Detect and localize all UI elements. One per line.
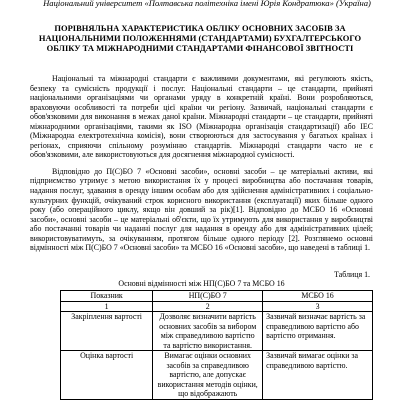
table-cell: Вимагає оцінки основних засобів за справедливою вартістю, але допускає використання методів оцінки, що відображають xyxy=(153,351,263,400)
table-header-row xyxy=(61,291,373,302)
table-header-cell: Показник xyxy=(61,291,153,302)
table-column-number-row xyxy=(61,301,373,312)
paragraph: Відповідно до П(С)БО 7 «Основні засоби», основні засоби – це матеріальні активи, які підприємство утримує з метою використання їх у процесі виробництва або постачання товарів, надання послуг, здавання в оренду іншим особам або для здійснення адміністративних і соціально-культурних функцій, очікуваний строк корисного використання (експлуатації) яких більше одного року (або операційного циклу, якщо він довший за рік)[1]. Відповідно до МСБО 16 «Основні засоби», основні засоби – це матеріальні об'єкти, що їх утримують для використання у виробництві або постачанні товарів чи наданні послуг для надання в оренду або для адміністративних цілей; використовуватимуть, за очікуванням, протягом більше одного періоду [2]. Розглянемо основні відмінності між П(С)БО 7 «Основні засоби» та МСБО 16 «Основні засоби», що наведені в таблиці 1. xyxy=(30,166,373,253)
table-row xyxy=(61,312,373,351)
table-cell: Закріплення вартості xyxy=(61,312,153,351)
paragraph: Національні та міжнародні стандарти є важливими документами, які регулюють якість, безпеку та сумісність продукції і послуг. Національні стандарти – це стандарти, прийняті національними організаціями чи органами уряду в конкретній країні. Вони розробляються, враховуючи особливості та потреби цієї країни чи регіону. Зазвичай, національні стандарти є обов'язковими для виконання в межах даної країни. Міжнародні стандарти – це стандарти, прийняті міжнародними організаціями, такими як ISO (Міжнародна організація стандартизації) або IEC (Міжнародна електротехнічна комісія), вони створюються для застосування у багатьох країнах і регіонах, сприяючи спільному розумінню стандартів. Міжнародні стандарти часто не є обов'язковими, але використовуються для досягнення міжнародної сумісності. xyxy=(30,74,373,160)
author-affiliation: Національний університет «Полтавська політехніка імені Юрія Кондратюка» (Україна) xyxy=(43,0,371,8)
table-cell: Оцінка вартості xyxy=(61,351,153,400)
body-text xyxy=(30,74,373,253)
table-cell: Зазвичай вимагає оцінки за справедливою вартістю. xyxy=(263,351,373,400)
table-row xyxy=(61,351,373,400)
table-caption: Основні відмінності між НП(С)БО 7 та МСБО 16 xyxy=(118,279,285,288)
paper-title: ПОРІВНЯЛЬНА ХАРАКТЕРИСТИКА ОБЛІКУ ОСНОВНИХ ЗАСОБІВ ЗА НАЦІОНАЛЬНИМИ ПОЛОЖЕННЯМИ (СТАНДАРТАМИ) БУХГАЛТЕРСЬКОГО ОБЛІКУ ТА МІЖНАРОДНИМИ СТАНДАРТАМИ ФІНАНСОВОЇ ЗВІТНОСТІ xyxy=(38,23,362,54)
table-cell: 2 xyxy=(153,301,263,312)
table-number: Таблиця 1. xyxy=(334,270,370,279)
table-cell: 3 xyxy=(263,301,373,312)
table-cell: Зазвичай визначає вартість за справедливою вартістю або вартістю отримання. xyxy=(263,312,373,351)
table-cell: Дозволяє визначити вартість основних засобів за вибором між справедливою вартістю та вартістю використання. xyxy=(153,312,263,351)
comparison-table xyxy=(60,290,373,400)
table-header-cell: МСБО 16 xyxy=(263,291,373,302)
table-cell: 1 xyxy=(61,301,153,312)
table-header-cell: НП(С)БО 7 xyxy=(153,291,263,302)
